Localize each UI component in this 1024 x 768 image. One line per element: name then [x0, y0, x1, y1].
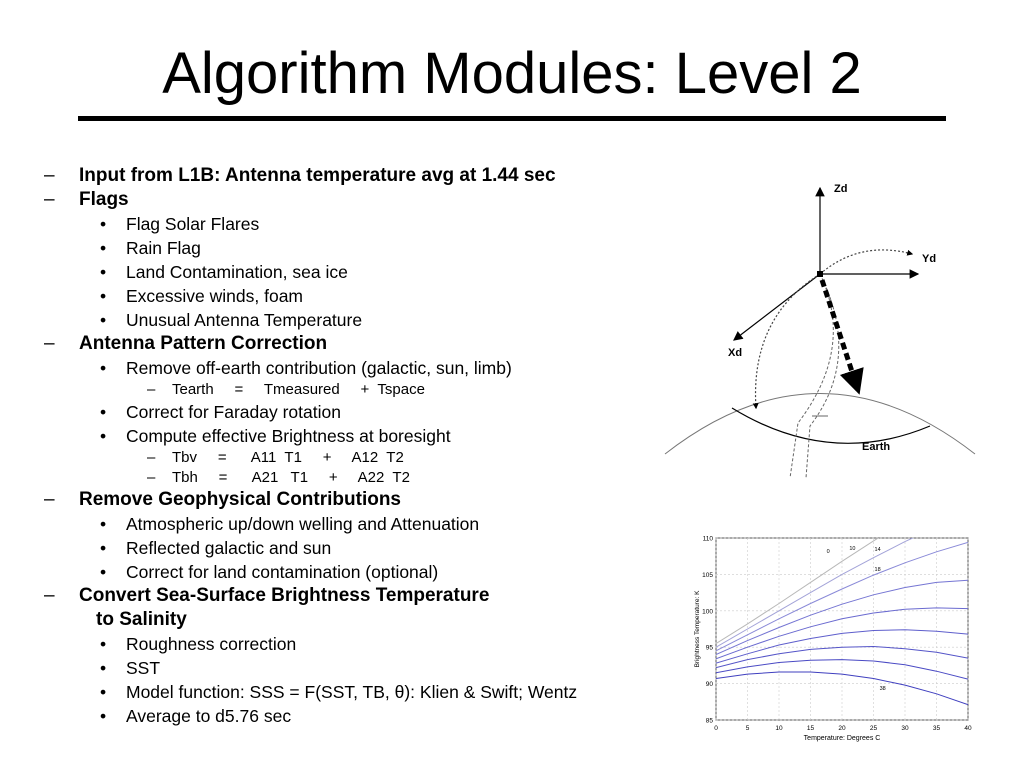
series-label: 18 — [874, 567, 881, 573]
spacecraft-origin — [817, 271, 823, 277]
bullet-item-text: Correct for Faraday rotation — [126, 402, 341, 422]
dash-marker: – — [147, 381, 156, 398]
equation-item — [44, 380, 674, 400]
section-heading-text: Input from L1B: Antenna temperature avg at 1.44 sec — [79, 165, 556, 186]
equation-text: Tbv = A11 T1 + A12 T2 — [172, 449, 404, 466]
bullet-marker: • — [100, 214, 107, 234]
y-axis-label: Brightness Temperature: K — [694, 590, 701, 668]
bullet-item — [44, 400, 674, 424]
bullet-item-text: Flag Solar Flares — [126, 214, 260, 234]
bullet-marker: • — [100, 262, 107, 282]
section-heading-text: Convert Sea-Surface Brightness Temperature — [79, 585, 490, 606]
earth-label: Earth — [862, 441, 891, 453]
slide-title: Algorithm Modules: Level 2 — [162, 41, 862, 106]
dash-marker: – — [44, 189, 55, 210]
section-heading — [44, 332, 674, 356]
bullet-item — [44, 356, 674, 380]
dash-marker: – — [147, 449, 156, 466]
bullet-item — [44, 512, 674, 536]
bullet-item-text: Remove off-earth contribution (galactic, sun, limb) — [126, 358, 512, 378]
projection-line-a — [790, 274, 833, 478]
bullet-outline — [44, 164, 674, 728]
x-axis-label: Temperature: Degrees C — [803, 735, 881, 742]
section-heading-text: Flags — [79, 189, 129, 210]
bullet-marker: • — [100, 238, 107, 258]
section-heading — [44, 164, 674, 188]
brightness-temperature-chart — [690, 532, 980, 744]
x-tick-label: 10 — [775, 725, 783, 732]
bullet-item-text: Atmospheric up/down welling and Attenuation — [126, 514, 480, 534]
bullet-item-text: Correct for land contamination (optional) — [126, 562, 439, 582]
bullet-item-text: Compute effective Brightness at boresight — [126, 426, 451, 446]
x-tick-label: 5 — [745, 725, 750, 732]
bullet-item — [44, 536, 674, 560]
y-tick-label: 85 — [705, 717, 713, 725]
equation-item — [44, 468, 674, 488]
boresight-arrow — [822, 280, 858, 390]
bullet-marker: • — [100, 634, 107, 654]
bullet-item-text: Model function: SSS = F(SST, TB, θ): Klien & Swift; Wentz — [126, 682, 578, 702]
section-heading — [44, 488, 674, 512]
footprint-arc — [732, 408, 930, 443]
antenna-geometry-diagram — [660, 168, 980, 488]
bullet-marker: • — [100, 682, 107, 702]
series-label: 14 — [874, 547, 881, 553]
x-tick-label: 30 — [901, 725, 909, 732]
bullet-item — [44, 632, 674, 656]
y-tick-label: 90 — [705, 681, 713, 689]
bullet-marker: • — [100, 538, 107, 558]
bullet-item — [44, 704, 674, 728]
x-tick-label: 25 — [869, 725, 878, 732]
bullet-item — [44, 236, 674, 260]
bullet-item — [44, 260, 674, 284]
dash-marker: – — [44, 489, 55, 510]
section-heading — [44, 188, 674, 212]
bullet-item-text: Land Contamination, sea ice — [126, 262, 348, 282]
bullet-marker: • — [100, 426, 107, 446]
bullet-item — [44, 656, 674, 680]
x-tick-label: 35 — [932, 725, 941, 732]
section-heading-text: Remove Geophysical Contributions — [79, 489, 401, 510]
bullet-item-text: Roughness correction — [126, 634, 297, 654]
title-divider — [78, 116, 946, 121]
x-axis-label: Xd — [728, 347, 743, 359]
rotation-arc-left — [756, 274, 820, 408]
x-tick-label: 20 — [838, 725, 846, 732]
equation-text: Tbh = A21 T1 + A22 T2 — [172, 469, 410, 486]
dash-marker: – — [44, 585, 55, 606]
bullet-item — [44, 284, 674, 308]
series-label: 0 — [826, 549, 830, 555]
dash-marker: – — [147, 469, 156, 486]
bullet-item — [44, 212, 674, 236]
bullet-item-text: Rain Flag — [126, 238, 201, 258]
section-heading-text: Antenna Pattern Correction — [79, 333, 328, 354]
x-tick-label: 15 — [806, 725, 815, 732]
equation-item — [44, 448, 674, 468]
bullet-item-text: Excessive winds, foam — [126, 286, 304, 306]
bullet-marker: • — [100, 286, 107, 306]
bullet-item — [44, 424, 674, 448]
series-label: 10 — [849, 546, 856, 552]
bullet-marker: • — [100, 514, 107, 534]
section-heading-continuation: to Salinity — [96, 609, 187, 630]
equation-text: Tearth = Tmeasured + Tspace — [172, 381, 425, 398]
bullet-item-text: Unusual Antenna Temperature — [126, 310, 363, 330]
bullet-marker: • — [100, 562, 107, 582]
y-axis-label: Yd — [922, 253, 937, 265]
z-axis-label: Zd — [834, 183, 848, 195]
dash-marker: – — [44, 165, 55, 186]
bullet-marker: • — [100, 358, 107, 378]
y-tick-label: 100 — [702, 608, 713, 616]
bullet-item-text: Reflected galactic and sun — [126, 538, 332, 558]
bullet-marker: • — [100, 658, 107, 678]
earth-limb-curve — [665, 394, 975, 455]
x-tick-label: 0 — [714, 725, 718, 732]
rotation-arc-top — [820, 250, 912, 274]
bullet-item-text: SST — [126, 658, 161, 678]
bullet-marker: • — [100, 310, 107, 330]
y-tick-label: 105 — [702, 571, 713, 579]
bullet-marker: • — [100, 402, 107, 422]
plot-area — [716, 538, 968, 720]
projection-line-b — [806, 274, 839, 478]
section-heading — [44, 584, 674, 608]
bullet-item — [44, 560, 674, 584]
y-tick-label: 95 — [705, 644, 713, 652]
bullet-item — [44, 308, 674, 332]
x-tick-label: 40 — [964, 725, 972, 732]
bullet-item — [44, 680, 674, 704]
series-label: 38 — [879, 686, 886, 692]
bullet-marker: • — [100, 706, 107, 726]
x-axis-line — [734, 274, 820, 340]
dash-marker: – — [44, 333, 55, 354]
bullet-item-text: Average to d5.76 sec — [126, 706, 292, 726]
y-tick-label: 110 — [702, 535, 713, 543]
